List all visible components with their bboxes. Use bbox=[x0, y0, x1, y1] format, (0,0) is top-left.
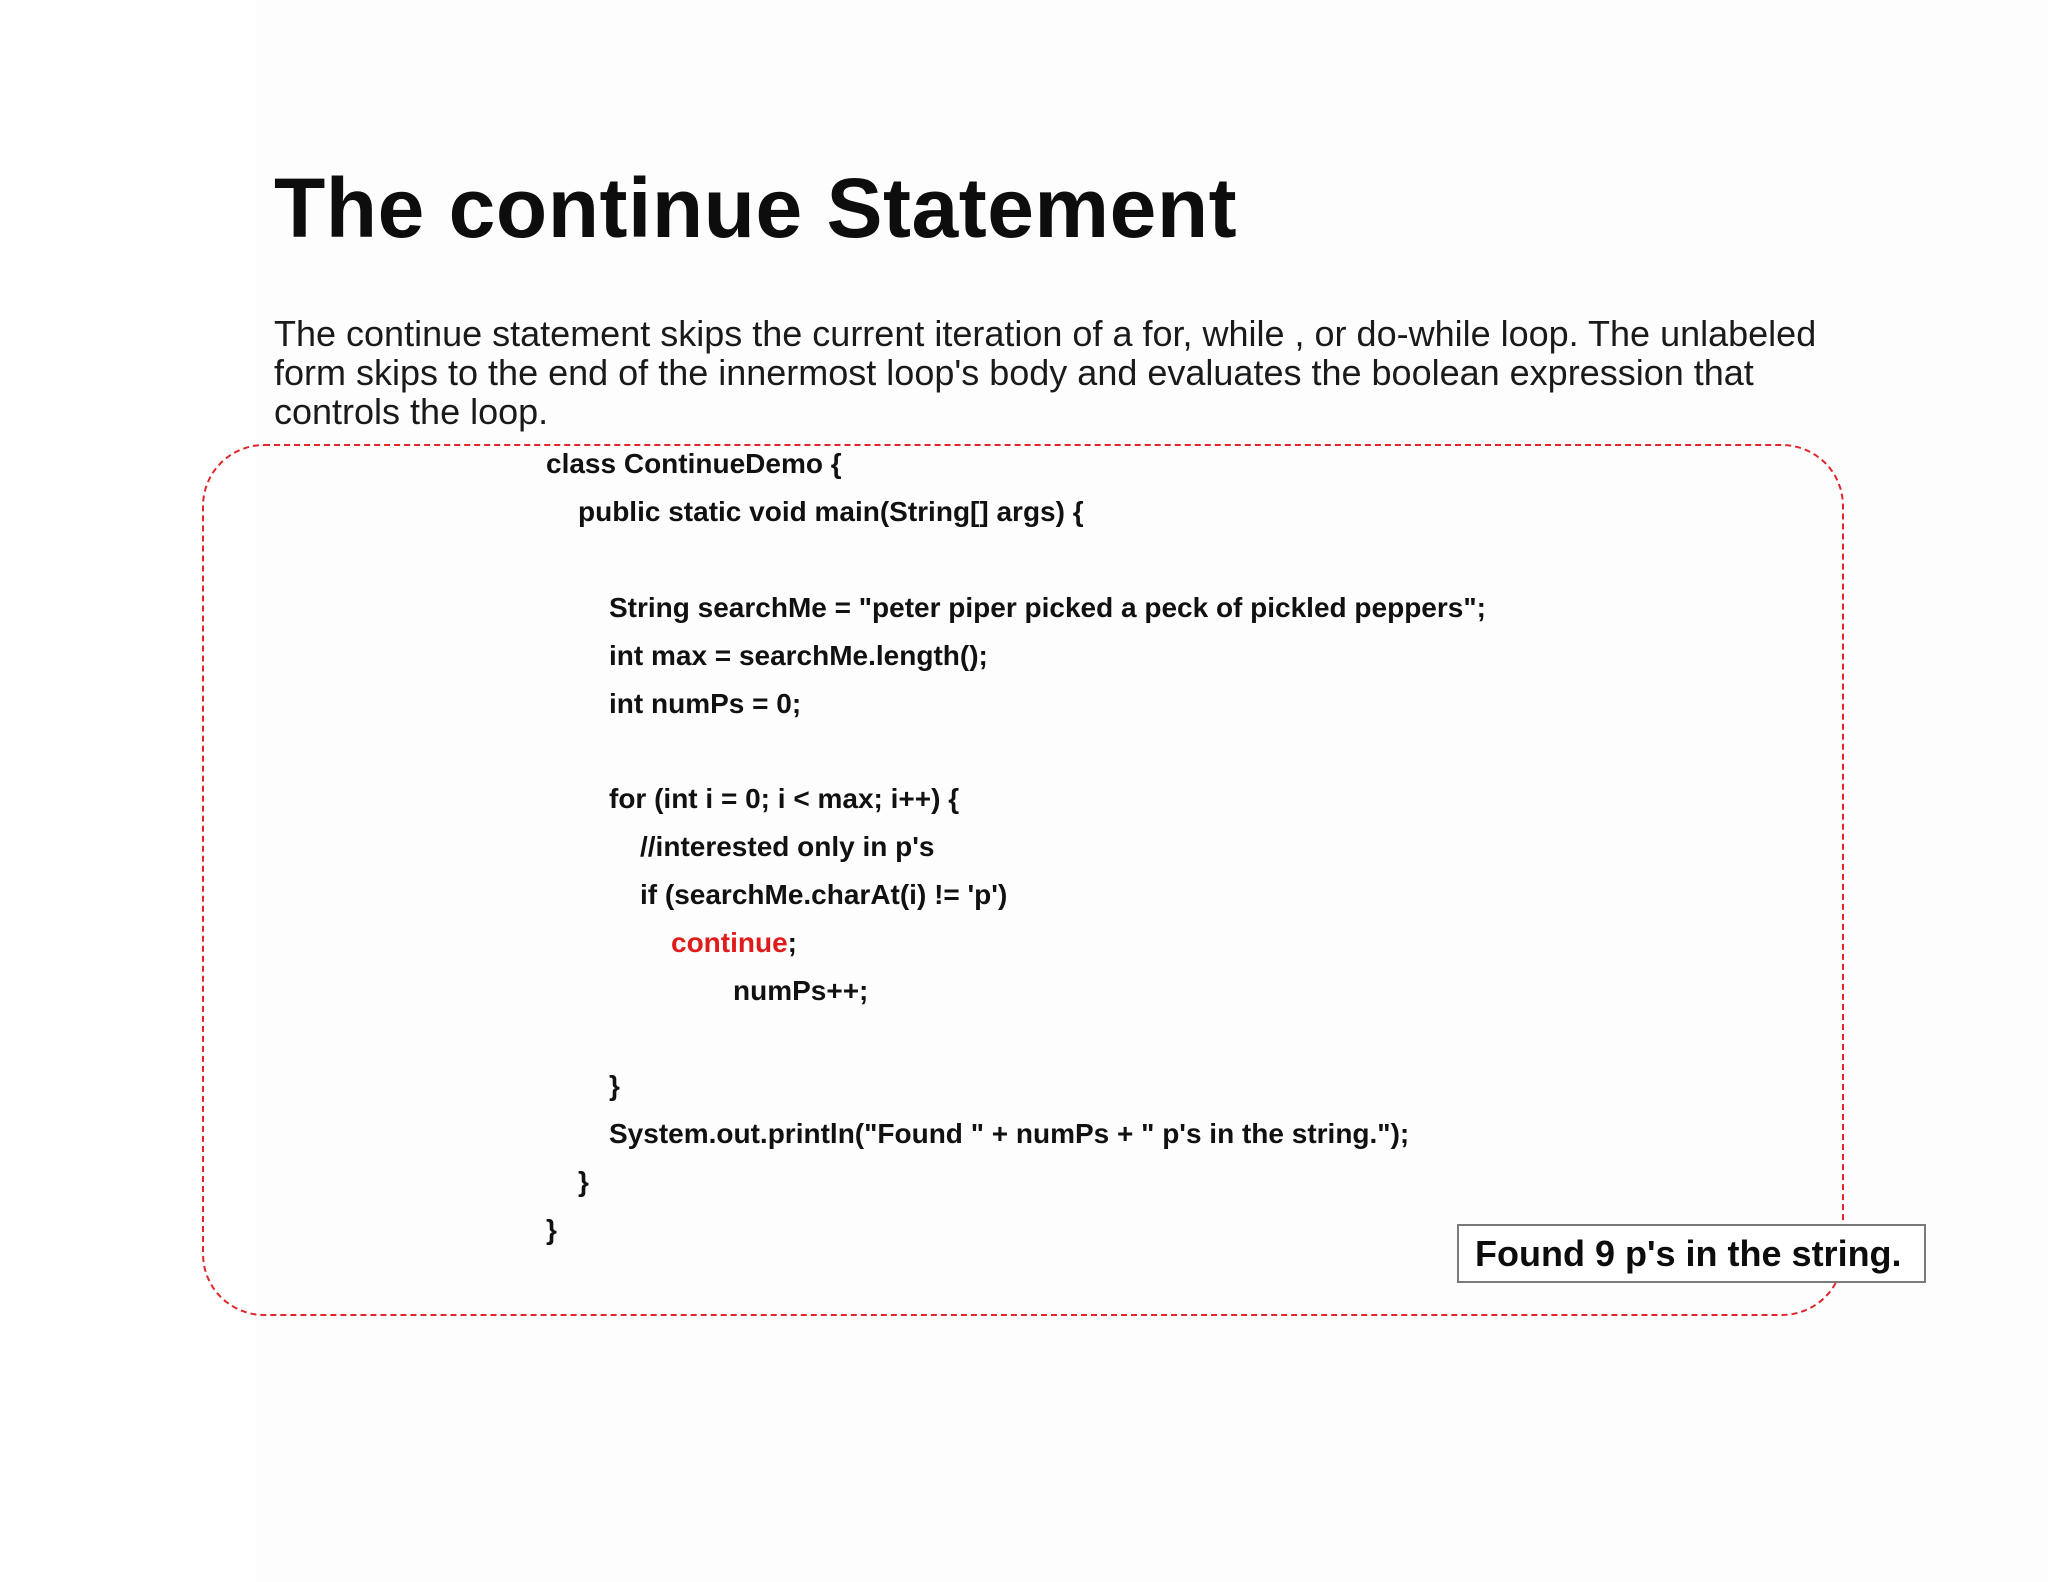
code-line-close-class: } bbox=[546, 1214, 557, 1245]
code-line-max-length: int max = searchMe.length(); bbox=[609, 640, 988, 671]
code-line-continue bbox=[671, 923, 797, 963]
code-line-num-ps: int numPs = 0; bbox=[609, 688, 802, 719]
code-line-if-condition: if (searchMe.charAt(i) != 'p') bbox=[640, 879, 1008, 910]
code-line-search-string: String searchMe = "peter piper picked a peck of pickled peppers"; bbox=[609, 592, 1486, 623]
code-line-close-main: } bbox=[578, 1166, 589, 1197]
code-line-comment: //interested only in p's bbox=[640, 831, 935, 862]
code-line-increment: numPs++; bbox=[733, 975, 869, 1006]
code-frame bbox=[202, 444, 1844, 1316]
code-line-for-loop: for (int i = 0; i < max; i++) { bbox=[609, 783, 960, 814]
slide-title: The continue Statement bbox=[274, 161, 1238, 255]
code-line-main-method: public static void main(String[] args) { bbox=[578, 496, 1084, 527]
code-line-class-declaration: class ContinueDemo { bbox=[546, 448, 842, 479]
intro-paragraph: The continue statement skips the current iteration of a for, while , or do-while loop. The unlabeled form skips to the end of the innermost loop's body and evaluates the boolean expression that controls the loop. bbox=[274, 313, 1817, 432]
continue-semicolon: ; bbox=[787, 927, 797, 958]
continue-keyword: continue bbox=[671, 927, 788, 958]
output-box: Found 9 p's in the string. bbox=[1457, 1224, 1926, 1283]
code-line-close-for: } bbox=[609, 1070, 620, 1101]
code-line-println: System.out.println("Found " + numPs + " p's in the string."); bbox=[609, 1118, 1410, 1149]
